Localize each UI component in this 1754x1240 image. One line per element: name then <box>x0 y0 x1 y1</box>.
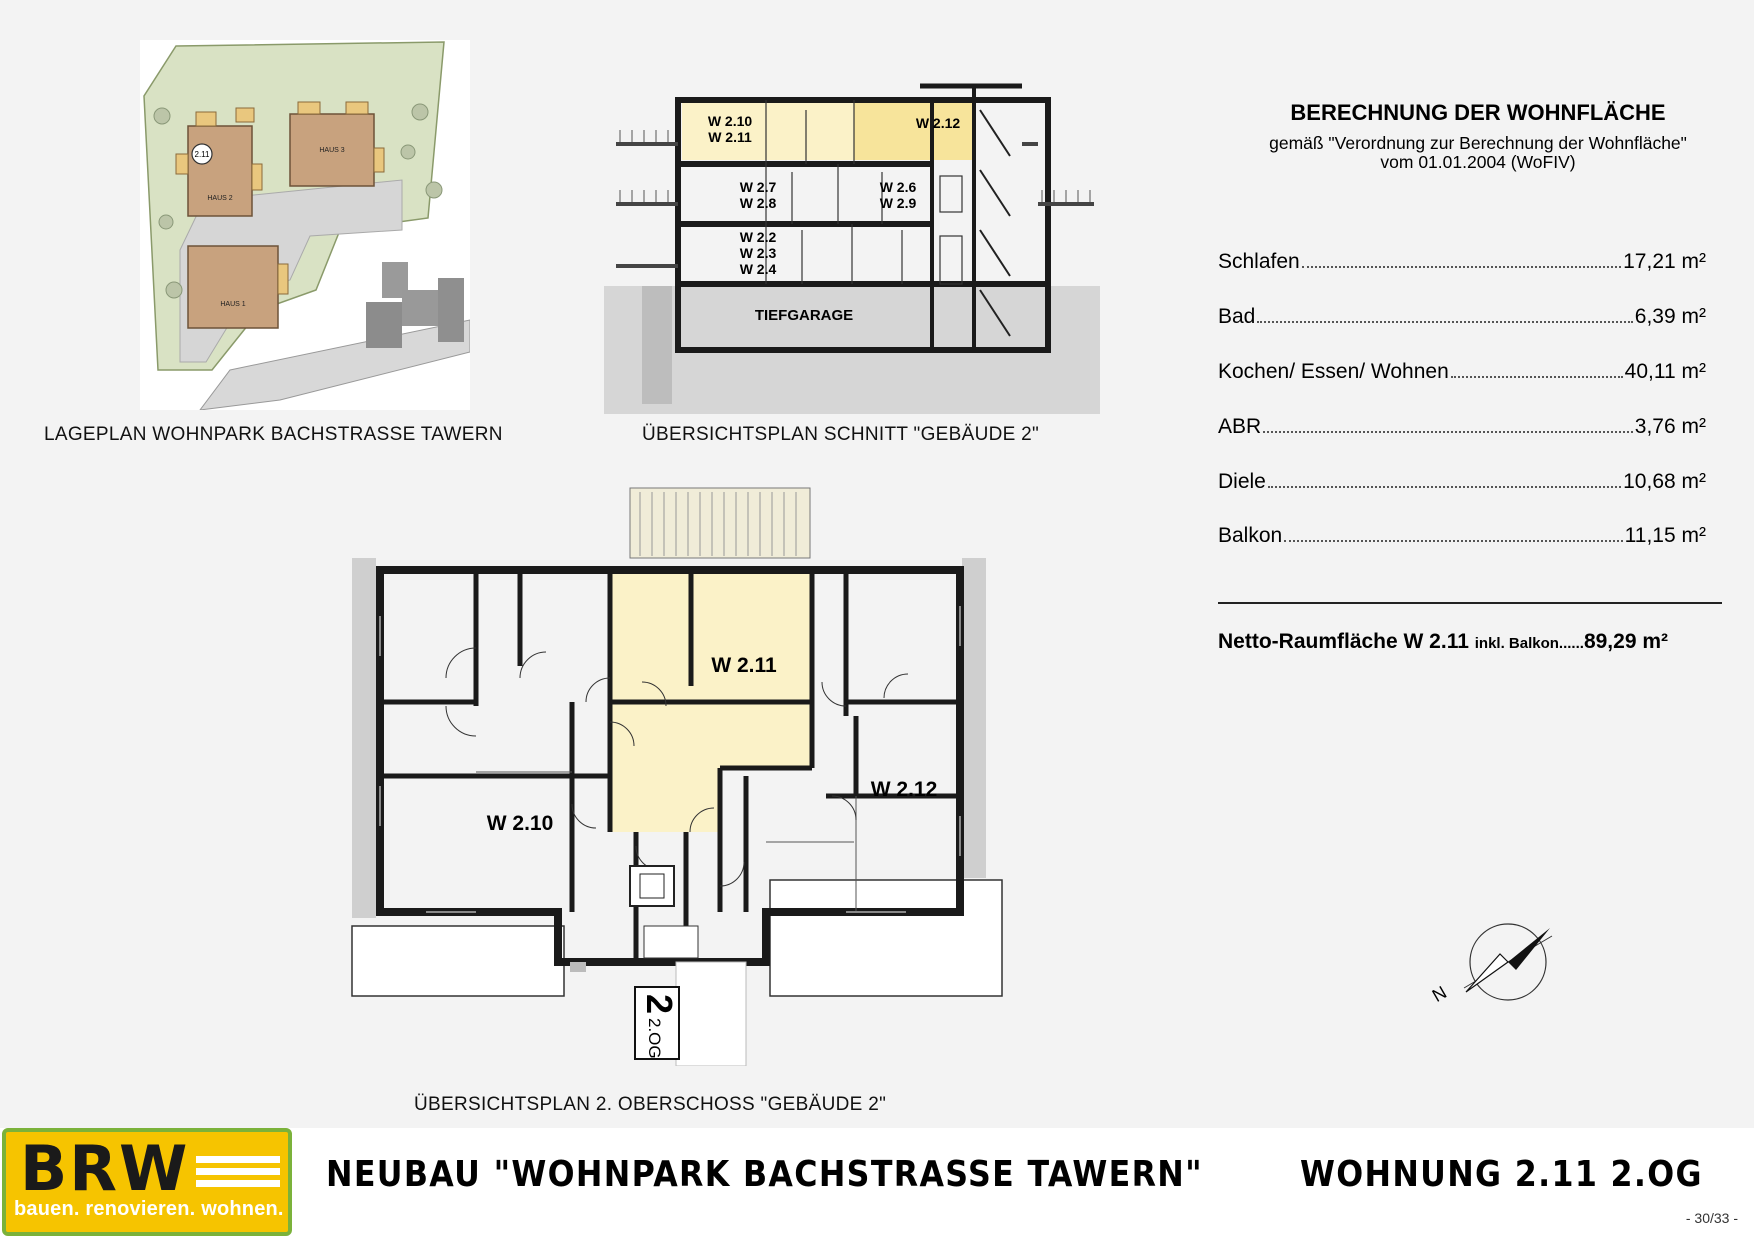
section-label-w212: W 2.12 <box>915 115 961 131</box>
section-label-garage: TIEFGARAGE <box>754 307 854 324</box>
north-arrow-icon <box>1420 914 1570 1024</box>
logo-tagline: bauen. renovieren. wohnen. <box>14 1198 284 1220</box>
area-calculation <box>1218 100 1728 653</box>
floor-label-w211: W 2.11 <box>711 654 777 677</box>
floor-badge-text: 2.OG <box>645 1018 664 1059</box>
section-label-w27: W 2.7 <box>739 179 777 195</box>
north-label: N <box>1428 982 1451 1006</box>
section-label-w29: W 2.9 <box>879 195 917 211</box>
brw-logo <box>2 1128 292 1236</box>
page-number: - 30/33 - <box>1685 1210 1738 1226</box>
section-plan-drawing <box>602 80 1102 414</box>
calc-title: BERECHNUNG DER WOHNFLÄCHE <box>1290 100 1666 125</box>
section-label-w28: W 2.8 <box>739 195 777 211</box>
net-area-label: Netto-Raumfläche W 2.11 <box>1218 630 1469 653</box>
floor-label-w210: W 2.10 <box>486 812 554 835</box>
floor-plan-caption: ÜBERSICHTSPLAN 2. OBERSCHOSS "GEBÄUDE 2" <box>414 1094 887 1115</box>
project-title: NEUBAU "WOHNPARK BACHSTRASSE TAWERN" <box>326 1154 1203 1195</box>
floor-badge-number: 2 <box>639 994 680 1015</box>
site-plan-caption: LAGEPLAN WOHNPARK BACHSTRASSE TAWERN <box>44 424 503 445</box>
room-row-bad <box>1218 299 1706 329</box>
room-area: 17,21 m² <box>1623 250 1706 273</box>
room-area: 10,68 m² <box>1623 470 1706 493</box>
room-row-diele <box>1218 464 1706 494</box>
room-area: 3,76 m² <box>1634 415 1706 438</box>
room-name: Bad <box>1218 305 1256 328</box>
room-name: Balkon <box>1218 524 1283 547</box>
section-label-w22: W 2.2 <box>739 229 777 245</box>
net-area-note: inkl. Balkon...... <box>1474 635 1584 652</box>
section-label-w210: W 2.10 <box>707 113 753 129</box>
room-name: Diele <box>1218 470 1266 493</box>
room-row-abr <box>1218 409 1706 439</box>
site-plan-drawing <box>140 40 470 410</box>
house-label-2: HAUS 2 <box>207 195 233 202</box>
calc-subtitle-2: vom 01.01.2004 (WoFIV) <box>1380 152 1576 172</box>
room-area: 6,39 m² <box>1634 305 1706 328</box>
room-row-kochen <box>1218 354 1706 384</box>
net-area-row <box>1218 630 1668 654</box>
calc-divider <box>1218 602 1722 604</box>
section-plan-caption: ÜBERSICHTSPLAN SCHNITT "GEBÄUDE 2" <box>642 424 1040 445</box>
logo-mark: BRW <box>20 1132 190 1205</box>
section-label-w26: W 2.6 <box>879 179 917 195</box>
logo-stripes-icon <box>196 1154 280 1188</box>
room-name: Kochen/ Essen/ Wohnen <box>1218 360 1449 383</box>
room-row-schlafen <box>1218 244 1706 274</box>
calc-subtitle-1: gemäß "Verordnung zur Berechnung der Wohnfläche" <box>1269 133 1687 153</box>
house-label-3: HAUS 3 <box>319 147 345 154</box>
room-name: Schlafen <box>1218 250 1300 273</box>
section-label-w211: W 2.11 <box>708 129 752 145</box>
room-area: 40,11 m² <box>1624 360 1706 383</box>
room-area: 11,15 m² <box>1624 524 1706 547</box>
section-label-w24: W 2.4 <box>739 261 777 277</box>
floor-badge <box>634 986 680 1060</box>
floor-label-w212: W 2.12 <box>870 778 938 801</box>
site-unit-marker: 2.11 <box>194 150 210 159</box>
room-row-balkon <box>1218 518 1706 548</box>
unit-title: WOHNUNG 2.11 2.OG <box>1300 1154 1703 1195</box>
net-area-value: 89,29 m² <box>1583 630 1669 653</box>
room-name: ABR <box>1218 415 1262 438</box>
section-label-w23: W 2.3 <box>739 245 777 261</box>
house-label-1: HAUS 1 <box>220 301 246 308</box>
floor-plan-drawing <box>346 486 1046 1066</box>
